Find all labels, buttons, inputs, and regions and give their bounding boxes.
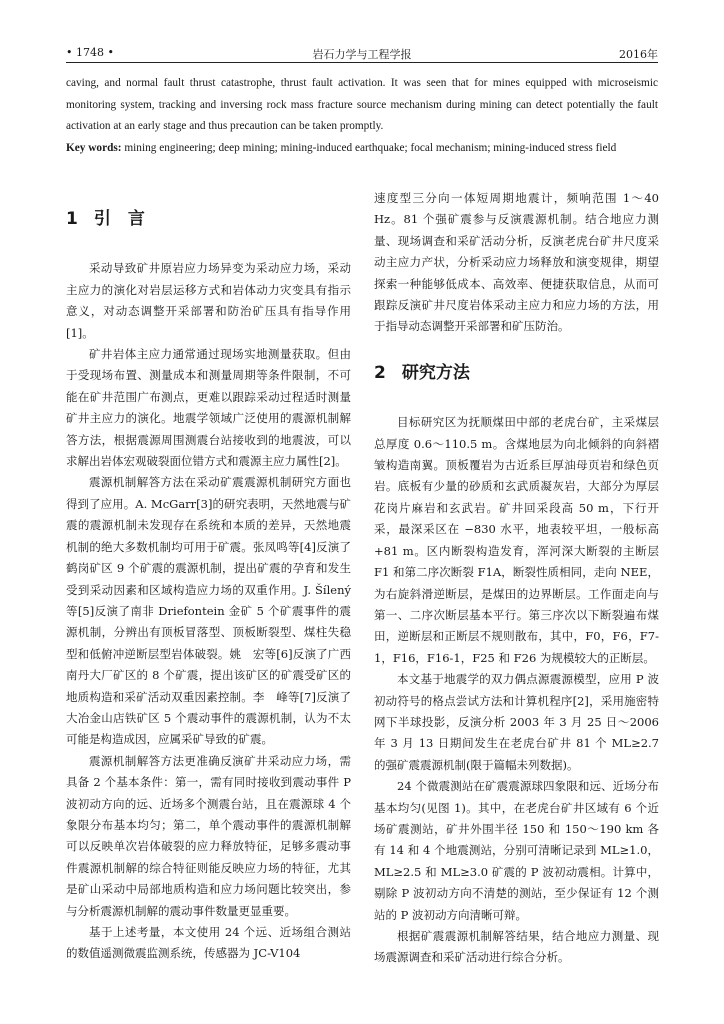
section-heading-introduction <box>66 209 351 230</box>
paragraph: 目标研究区为抚顺煤田中部的老虎台矿，主采煤层总厚度 0.6～110.5 m。含煤地层为向北倾斜的向斜褶皱构造南翼。顶板覆岩为古近系巨厚油母页岩和绿色页岩。底板有少量的砂质和玄武质凝灰岩，大部分为厚层花岗片麻岩和玄武岩。矿井回采段高 50 m，下行开采，最深采区在 −830 水平，地表较平坦，一般标高+81 m。区内断裂构造发育，浑河深大断裂的主断层 F1 和第二序次断裂 F1A，断裂性质相同，走向 NEE，为右旋斜滑逆断层，是煤田的边界断层。工作面走向与第一、二序次断层基本平行。第三序次以下断裂遍布煤田，逆断层和正断层不规则散布，其中，F0，F6，F7-1，F16，F16-1，F25 和 F26 为规模较大的正断层。 <box>374 415 659 665</box>
paragraph: 根据矿震震源机制解答结果，结合地应力测量、现场震源调查和采矿活动进行综合分析。 <box>374 929 659 965</box>
paragraph: 采动导致矿井原岩应力场异变为采动应力场，采动主应力的演化对岩层运移方式和岩体动力灾变具有指示意义，对动态调整开采部署和防治矿压具有指导作用[1]。 <box>66 261 351 340</box>
keywords-line <box>66 138 658 160</box>
abstract-body: caving, and normal fault thrust catastrophe, thrust fault activation. It was seen that for mines equipped with microseismic monitoring system, tracking and inversing rock mass fracture source mechanism during mining can detect potentially the fault activation at an early stage and thus precaution can be taken promptly. <box>66 77 658 132</box>
english-abstract <box>66 73 658 159</box>
keywords-label: Key words: <box>66 141 122 154</box>
right-column <box>374 188 659 969</box>
running-header <box>66 44 658 62</box>
paragraph: 震源机制解答方法在采动矿震震源机制研究方面也得到了应用。A. McGarr[3]的研究表明，天然地震与矿震的震源机制未发现存在系统和本质的差异，天然地震机制的绝大多数机制均可用于矿震。张凤鸣等[4]反演了鹤岗矿区 9 个矿震的震源机制，提出矿震的孕育和发生受到采动因素和区域构造应力场的双重作用。J. Šílený 等[5]反演了南非 Driefontein 金矿 5 个矿震事件的震源机制，分辨出有顶板冒落型、顶板断裂型、煤柱失稳型和低俯冲逆断层型岩体破裂。姚 宏等[6]反演了广西南丹大厂矿区的 8 个矿震，提出该矿区的矿震受矿区的地质构造和采矿活动双重因素控制。李 峰等[7]反演了大冶金山店铁矿区 5 个震动事件的震源机制，认为不太可能是构造成因，应属采矿导致的矿震。 <box>66 475 351 747</box>
page-number: • 1748 • <box>66 46 114 59</box>
paragraph: 24 个微震测站在矿震震源球四象限和远、近场分布基本均匀(见图 1)。其中，在老虎台矿井区域有 6 个近场矿震测站，矿井外围半径 150 和 150～190 km 各有 14 和 4 个地震测站，分别可清晰记录到 ML≥1.0，ML≥2.5 和 ML≥3.0 矿震的 P 波初动震相。计算中，剔除 P 波初动方向不清楚的测站，至少保证有 12 个测站的 P 波初动方向清晰可辩。 <box>374 779 659 922</box>
paragraph-continued: 速度型三分向一体短周期地震计，频响范围 1～40 Hz。81 个强矿震参与反演震源机制。结合地应力测量、现场调查和采矿活动分析，反演老虎台矿井尺度采动主应力产状，分析采动应力场释放和演变规律，期望探索一种能够低成本、高效率、便捷获取信息，从而可跟踪反演矿井尺度岩体采动主应力和应力场的方法，用于指导动态调整开采部署和矿压防治。 <box>374 191 659 334</box>
paragraph: 矿井岩体主应力通常通过现场实地测量获取。但由于受现场布置、测量成本和测量周期等条件限制，不可能在矿井范围广布测点，更难以跟踪采动过程适时测量矿井主应力的演化。地震学领域广泛使用的震源机制解答方法，根据震源周围测震台站接收到的地震波，可以求解出岩体宏观破裂面位错方式和震源主应力属性[2]。 <box>66 347 351 469</box>
publication-year: 2016年 <box>619 48 658 61</box>
section-number: 2 <box>374 362 386 383</box>
section-title: 研究方法 <box>401 362 470 383</box>
section-heading-methods <box>374 363 659 384</box>
section-title: 引 言 <box>93 209 145 229</box>
keywords-text: mining engineering; deep mining; mining-induced earthquake; focal mechanism; mining-induced stress field <box>124 141 617 154</box>
header-rule <box>66 62 658 63</box>
paragraph: 基于上述考量，本文使用 24 个远、近场组合测站的数值遥测微震监测系统，传感器为 JC-V104 <box>66 925 351 961</box>
left-column <box>66 188 351 965</box>
section-number: 1 <box>66 209 78 229</box>
journal-title: 岩石力学与工程学报 <box>312 48 412 61</box>
paragraph: 本文基于地震学的双力偶点源震源模型，应用 P 波初动符号的格点尝试方法和计算机程序[2]，采用施密特网下半球投影，反演分析 2003 年 3 月 25 日～2006 年 3 月 13 日期间发生在老虎台矿井 81 个 ML≥2.7 的强矿震震源机制(限于篇幅未列数据)。 <box>374 672 659 772</box>
paragraph: 震源机制解答方法更准确反演矿井采动应力场，需具备 2 个基本条件：第一，需有同时接收到震动事件 P 波初动方向的远、近场多个测震台站，且在震源球 4 个象限分布基本均匀；第二，单个震动事件的震源机制解可以反映单次岩体破裂的应力释放特征，足够多震动事件震源机制解的综合特征则能反映应力场的特征，尤其是矿山采动中局部地质构造和应力场问题比较突出，参与分析震源机制解的震动事件数量更显重要。 <box>66 753 351 918</box>
